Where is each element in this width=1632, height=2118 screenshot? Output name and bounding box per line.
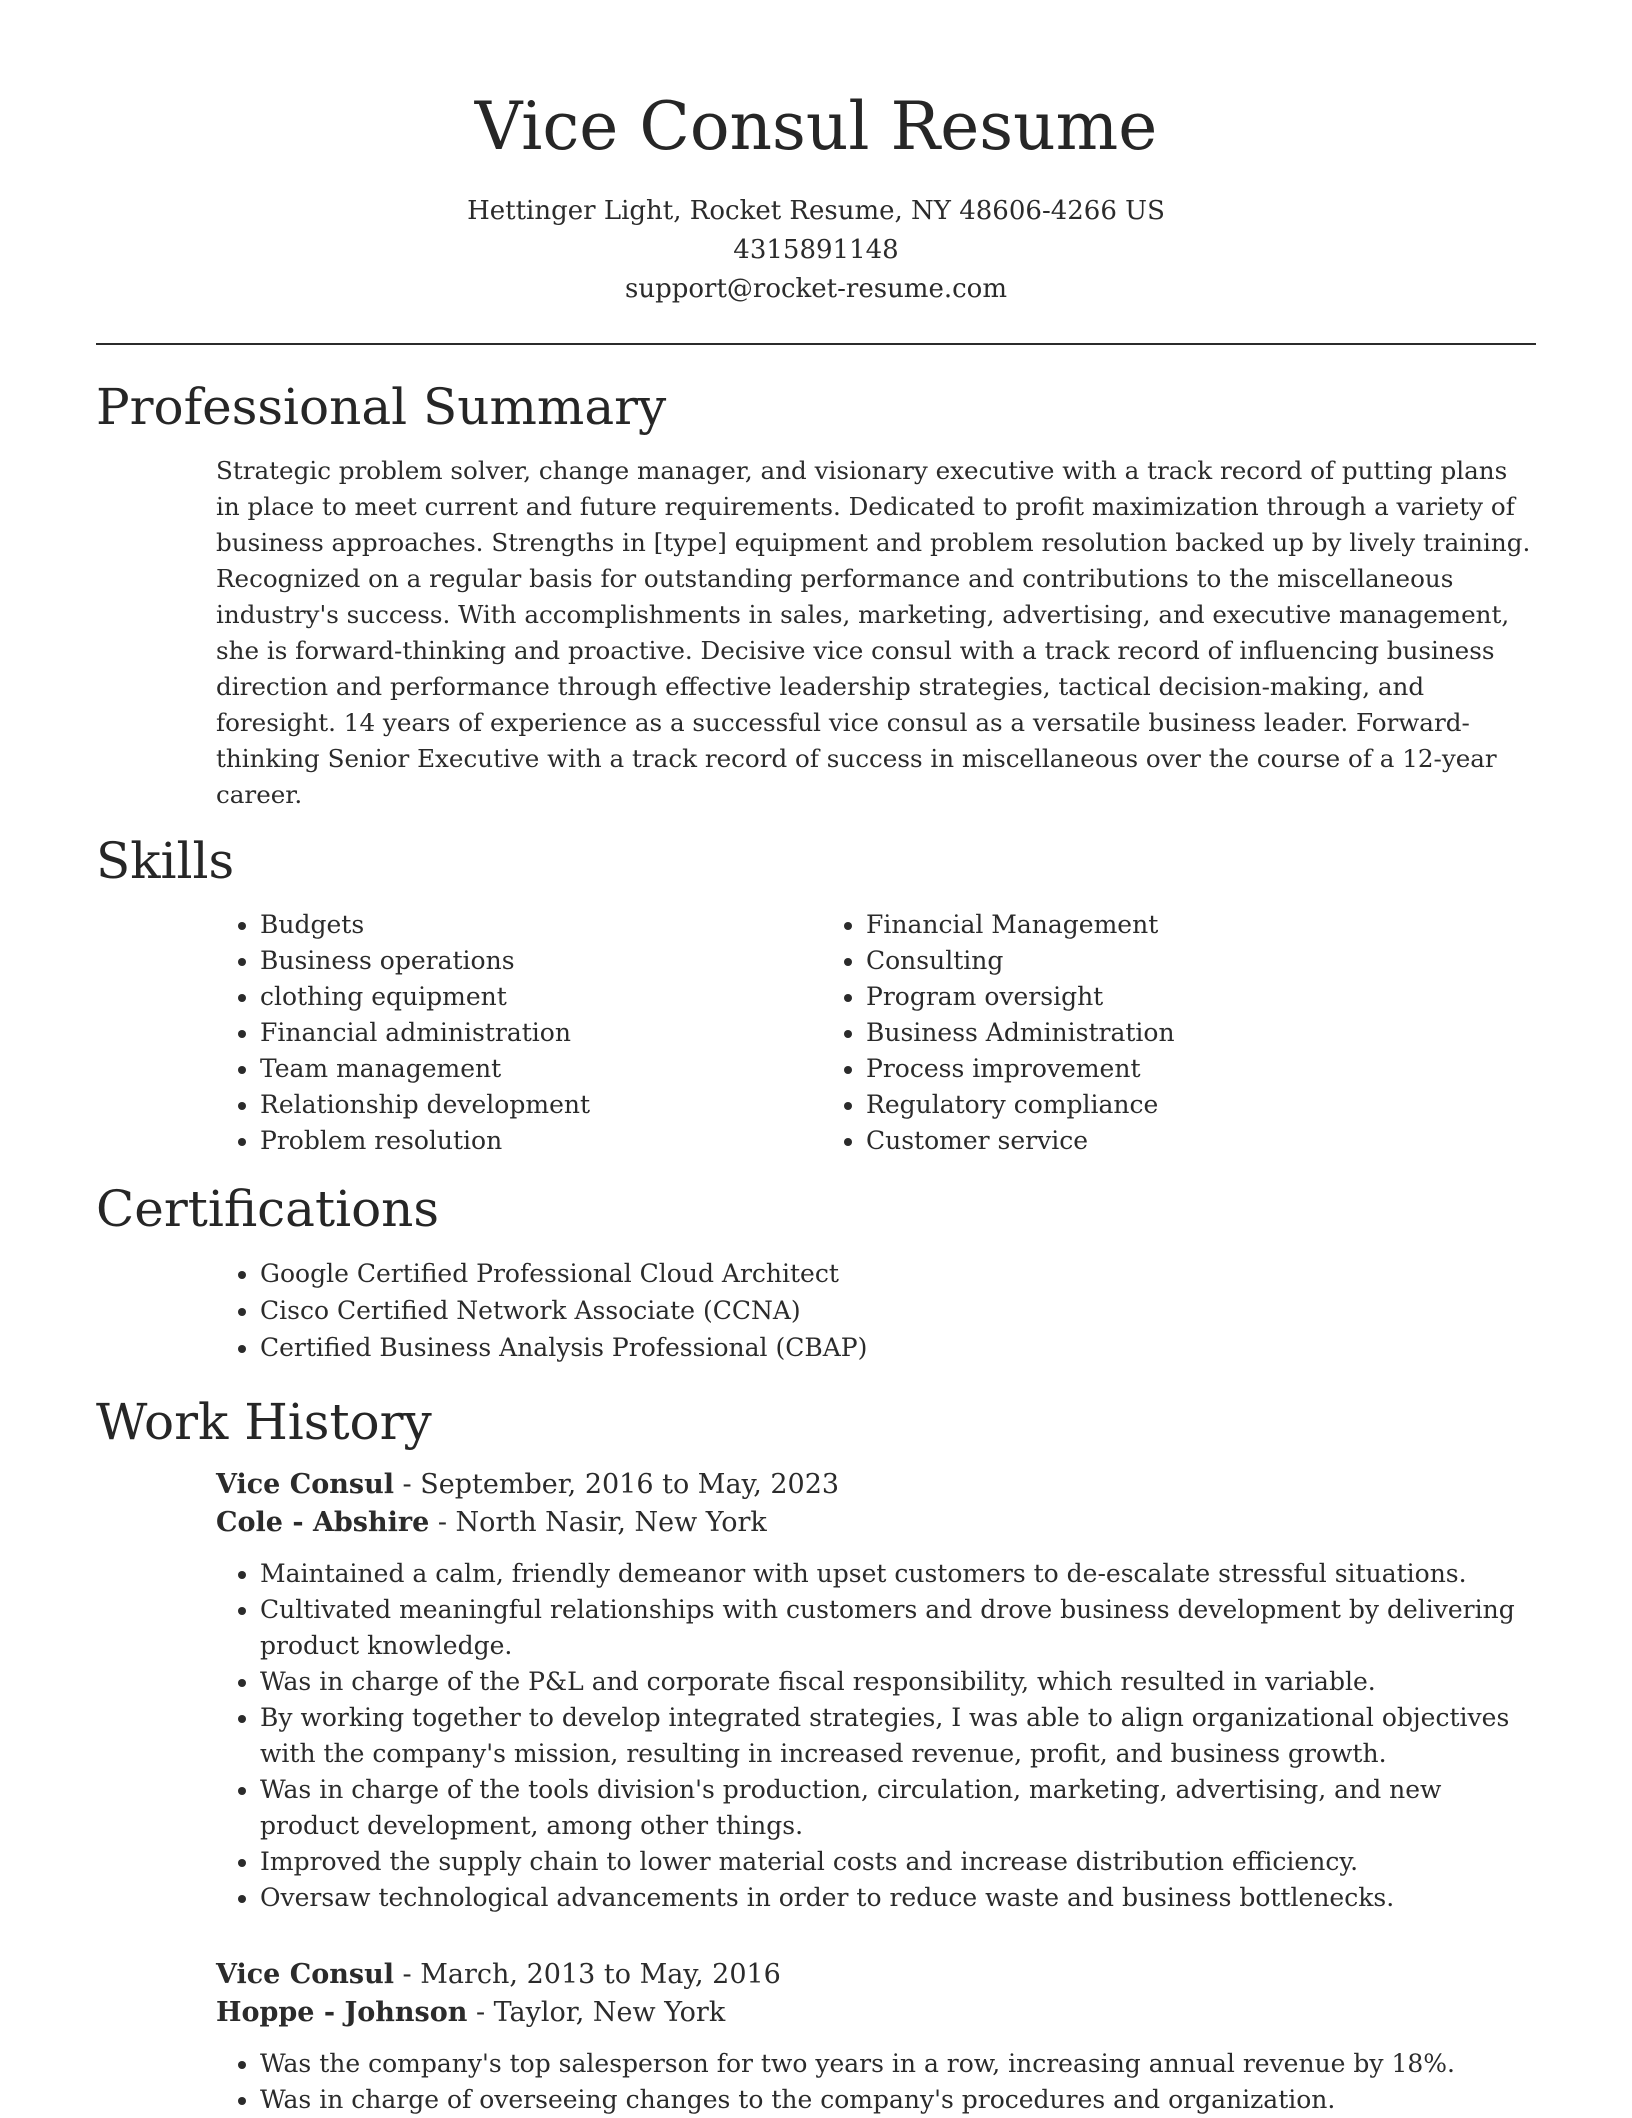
job-title-line (216, 1956, 1536, 1994)
resume-page (96, 0, 1536, 2118)
skills-list-left (216, 907, 822, 1159)
job-location: - North Nasir, New York (429, 1507, 767, 1538)
page-title: Vice Consul Resume (474, 88, 1158, 165)
skill-item: • Process improvement (866, 1051, 1428, 1087)
job-employer: Cole - Abshire (216, 1507, 430, 1538)
job-role: Vice Consul (216, 1469, 394, 1500)
contact-email: support@rocket-resume.com (624, 274, 1007, 304)
skills-heading: Skills (96, 832, 235, 890)
certification-item: • Cisco Certified Network Associate (CCNA) (260, 1292, 1536, 1329)
job-bullets (216, 1556, 1536, 1916)
job-dates: - September, 2016 to May, 2023 (393, 1469, 840, 1500)
skills-list-right (822, 907, 1428, 1159)
skill-item: • Team management (260, 1051, 822, 1087)
contact-phone: 4315891148 (733, 235, 899, 265)
header-divider (96, 343, 1536, 345)
certification-item: • Google Certified Professional Cloud Architect (260, 1255, 1536, 1292)
job-bullet: • Maintained a calm, friendly demeanor with upset customers to de-escalate stressful situations. (260, 1556, 1536, 1592)
certifications-list (216, 1255, 1536, 1366)
skill-item: • Program oversight (866, 979, 1428, 1015)
contact-info (96, 192, 1536, 309)
job-bullet: • Was in charge of the P&L and corporate fiscal responsibility, which resulted in variable. (260, 1664, 1536, 1700)
skill-item: • clothing equipment (260, 979, 822, 1015)
skill-item: • Budgets (260, 907, 822, 943)
skill-item: • Consulting (866, 943, 1428, 979)
skill-item: • Problem resolution (260, 1123, 822, 1159)
skill-item: • Business Administration (866, 1015, 1428, 1051)
skill-item: • Business operations (260, 943, 822, 979)
skill-item: • Financial administration (260, 1015, 822, 1051)
job-entry (216, 1956, 1536, 2118)
job-employer: Hoppe - Johnson (216, 1997, 468, 2028)
skill-item: • Regulatory compliance (866, 1087, 1428, 1123)
work-history-heading: Work History (96, 1393, 432, 1451)
certifications-heading: Certifications (96, 1180, 440, 1238)
job-title-line (216, 1466, 1536, 1504)
skill-item: • Financial Management (866, 907, 1428, 943)
job-role: Vice Consul (216, 1959, 394, 1990)
job-bullet: • Cultivated meaningful relationships with customers and drove business development by delivering product knowledge. (260, 1592, 1536, 1664)
job-bullet: • Was in charge of overseeing changes to the company's procedures and organization. (260, 2082, 1536, 2118)
summary-text: Strategic problem solver, change manager, and visionary executive with a track record of putting plans in place to meet current and future requirements. Dedicated to profit maximization through a variety of business approaches. Strengths in [type] equipment and problem resolution backed up by lively training. Recognized on a regular basis for outstanding performance and contributions to the miscellaneous industry's success. With accomplishments in sales, marketing, advertising, and executive management, she is forward-thinking and proactive. Decisive vice consul with a track record of influencing business direction and performance through effective leadership strategies, tactical decision-making, and foresight. 14 years of experience as a successful vice consul as a versatile business leader. Forward-thinking Senior Executive with a track record of success in miscellaneous over the course of a 12-year career. (216, 456, 1531, 809)
skill-item: • Relationship development (260, 1087, 822, 1123)
job-bullet: • Oversaw technological advancements in order to reduce waste and business bottlenecks. (260, 1880, 1536, 1916)
certification-item: • Certified Business Analysis Professional (CBAP) (260, 1329, 1536, 1366)
certifications-section (96, 1255, 1536, 1366)
job-bullet: • By working together to develop integrated strategies, I was able to align organizational objectives with the company's mission, resulting in increased revenue, profit, and business growth. (260, 1700, 1536, 1772)
job-bullet: • Was the company's top salesperson for two years in a row, increasing annual revenue by 18%. (260, 2046, 1536, 2082)
job-employer-line (216, 1504, 1536, 1542)
job-dates: - March, 2013 to May, 2016 (393, 1959, 781, 1990)
summary-heading: Professional Summary (96, 378, 667, 436)
contact-address: Hettinger Light, Rocket Resume, NY 48606-4266 US (467, 196, 1165, 226)
skill-item: • Customer service (866, 1123, 1428, 1159)
job-employer-line (216, 1994, 1536, 2032)
job-bullet: • Was in charge of the tools division's production, circulation, marketing, advertising, and new product development, among other things. (260, 1772, 1536, 1844)
resume-header (96, 0, 1536, 309)
job-bullets (216, 2046, 1536, 2118)
skills-columns (216, 907, 1536, 1159)
job-bullet: • Improved the supply chain to lower material costs and increase distribution efficiency. (260, 1844, 1536, 1880)
job-location: - Taylor, New York (467, 1997, 726, 2028)
job-entry (216, 1466, 1536, 1916)
